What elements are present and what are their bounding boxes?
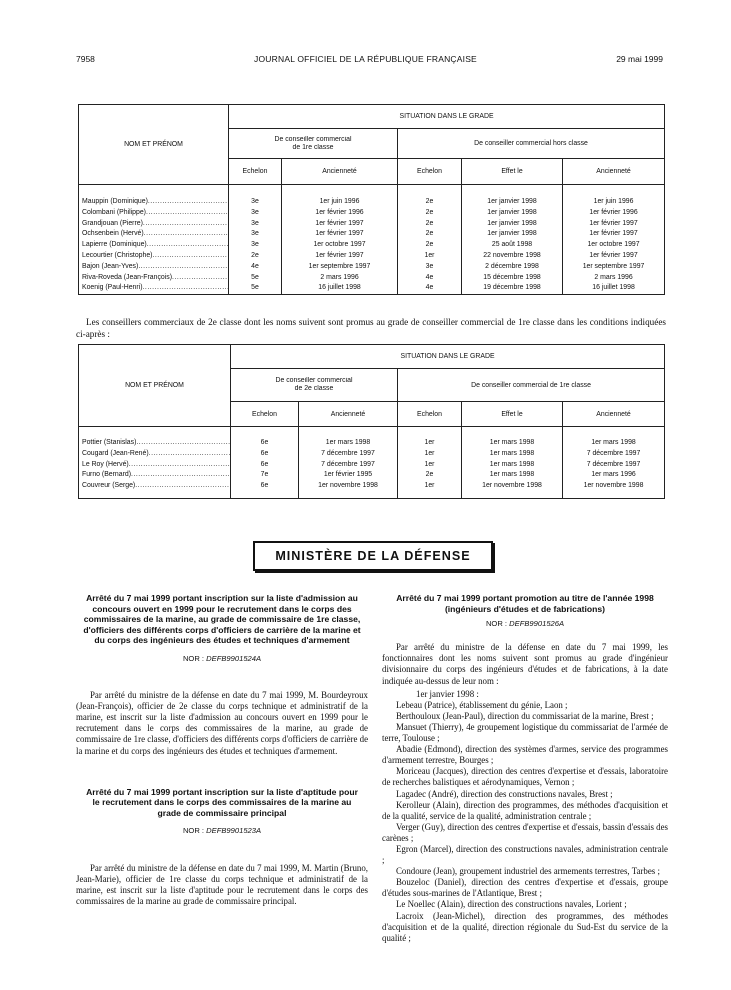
anciennete-a-column — [282, 185, 398, 295]
nor-code: DEFB9901523A — [206, 826, 262, 836]
cell-value: 22 novembre 1998 — [483, 251, 541, 259]
cell-value: 4e — [251, 262, 259, 270]
col-header-situation: SITUATION DANS LE GRADE — [229, 105, 665, 129]
table-row: Le Roy (Hervé) ..... — [82, 460, 230, 471]
cell-value: 1er février 1995 — [323, 471, 373, 479]
cell-value: 2e — [251, 251, 259, 259]
anciennete-a-column — [299, 427, 398, 499]
col-header-name: NOM ET PRÉNOM — [79, 345, 231, 427]
group-header-a-line2: de 2e classe — [294, 385, 334, 392]
table-row: Mauppin (Dominique) ..... — [82, 197, 228, 208]
cell-value: 1er mars 1998 — [489, 471, 535, 479]
cell-value: 5e — [251, 284, 259, 292]
sub-header-echelon-b: Echelon — [398, 402, 462, 427]
cell-value: 1er novembre 1998 — [318, 482, 378, 490]
cell-value: 1er juin 1996 — [593, 198, 634, 205]
table-row: Lecourtier (Christophe) ..... — [82, 251, 228, 262]
group-header-a-line1: De conseiller commercial — [274, 135, 352, 143]
echelon-b-column — [398, 427, 462, 499]
sub-header-echelon-b: Echelon — [398, 159, 462, 185]
list-item: Moriceau (Jacques), direction des centres d'expertise et d'essais, laboratoire de recherches balistiques et aérodynamiques, Vernon ; — [382, 766, 668, 788]
group-header-a — [229, 129, 398, 159]
echelon-a-column — [231, 427, 299, 499]
cell-value: 7 décembre 1997 — [321, 449, 375, 457]
sub-header-effet-b: Effet le — [462, 402, 563, 427]
list-item: Egron (Marcel), direction des constructions navales, administration centrale ; — [382, 843, 668, 866]
cell-value: 2e — [425, 208, 434, 216]
cell-value: 3e — [251, 219, 259, 227]
echelon-b-column — [398, 185, 462, 295]
cell-value: 1er septembre 1997 — [582, 262, 645, 270]
table-row: Cougard (Jean-René) ..... — [82, 449, 230, 460]
sub-header-effet-b: Effet le — [462, 159, 563, 185]
cell-value: 1er — [424, 482, 435, 490]
cell-value: 6e — [260, 439, 269, 446]
cell-value: 2e — [425, 471, 434, 479]
table-row: Lapierre (Dominique) ..... — [82, 240, 228, 251]
col-header-situation: SITUATION DANS LE GRADE — [231, 345, 665, 369]
list-item: Bouzeloc (Daniel), direction des centres d'expertise et d'essais, groupe d'études sous-marines de l'Atlantique, Brest ; — [382, 877, 668, 899]
echelon-a-column — [229, 185, 282, 295]
cell-value: 1er février 1997 — [315, 219, 364, 227]
cell-value: 1er — [424, 449, 435, 457]
table-row: Furno (Bernard) ..... — [82, 470, 230, 481]
table-row: Bajon (Jean-Yves) ..... — [82, 262, 228, 273]
cell-value: 3e — [251, 198, 259, 205]
cell-value: 5e — [251, 273, 259, 281]
cell-value: 15 décembre 1998 — [483, 273, 541, 281]
cell-value: 1er février 1997 — [589, 230, 638, 238]
cell-value: 1er novembre 1998 — [482, 482, 542, 490]
page-number: 7958 — [76, 54, 95, 64]
sub-header-anciennete-b: Ancienneté — [563, 159, 665, 185]
table-row: Pottier (Stanislas) ..... — [82, 438, 230, 449]
cell-value: 1er janvier 1998 — [487, 208, 537, 216]
sub-header-echelon-a: Echelon — [231, 402, 299, 427]
group-header-a-line2: de 1re classe — [292, 143, 334, 151]
cell-value: 1er — [424, 460, 435, 468]
cell-value: 3e — [251, 241, 259, 249]
list-item: Lebeau (Patrice), établissement du génie, Laon ; — [396, 699, 568, 710]
cell-value: 1er mars 1996 — [591, 471, 636, 479]
cell-value: 4e — [425, 273, 434, 281]
nor-reference — [76, 825, 368, 836]
list-item: Lacroix (Jean-Michel), direction des programmes, des méthodes d'acquisition et de la qualité, direction régionale du Sud-Est du service de la qualité ; — [382, 910, 668, 943]
list-item: Condoure (Jean), groupement industriel des armements terrestres, Tarbes ; — [396, 866, 660, 877]
cell-value: 2e — [425, 230, 434, 238]
cell-value: 7 décembre 1997 — [586, 460, 641, 468]
effet-b-column — [462, 427, 563, 499]
cell-value: 1er février 1997 — [589, 251, 638, 259]
table-row: Colombani (Philippe) ..... — [82, 208, 228, 219]
intro-paragraph: Les conseillers commerciaux de 2e classe dont les noms suivent sont promus au grade de conseiller commercial de 1re classe dans les conditions indiquées ci-après : — [76, 317, 666, 339]
nor-label: NOR : — [485, 619, 508, 629]
list-item: Mansuet (Thierry), 4e groupement logistique du commissariat de l'armée de terre, Toulouse ; — [382, 721, 668, 744]
issue-date: 29 mai 1999 — [616, 54, 663, 64]
effet-b-column — [462, 185, 563, 295]
anciennete-b-column — [563, 427, 665, 499]
cell-value: 16 juillet 1998 — [592, 284, 635, 292]
list-item: Lagadec (André), direction des constructions navales, Brest ; — [396, 788, 613, 799]
cell-value: 1er novembre 1998 — [583, 482, 644, 490]
names-cell — [79, 185, 229, 295]
names-cell — [79, 427, 231, 499]
right-column — [382, 593, 668, 944]
cell-value: 2 décembre 1998 — [485, 262, 539, 270]
cell-value: 1er janvier 1998 — [487, 219, 537, 227]
group-header-a-line1: De conseiller commercial — [275, 377, 353, 384]
group-header-b: De conseiller commercial hors classe — [398, 129, 665, 159]
cell-value: 1er octobre 1997 — [587, 241, 640, 249]
table-row: Ochsenbein (Hervé) ..... — [82, 229, 228, 240]
article-intro: Par arrêté du ministre de la défense en date du 7 mai 1999, les fonctionnaires dont les noms suivent sont promus au grade d'ingénieur divisionnaire du corps des ingénieurs d'études et de fabrications, à la date indiquée au-dessus de leur nom : — [382, 642, 668, 686]
cell-value: 1er juin 1996 — [319, 198, 360, 205]
list-item: Le Noellec (Alain), direction des constructions navales, Lorient ; — [396, 899, 627, 910]
cell-value: 25 août 1998 — [491, 241, 533, 249]
cell-value: 1er janvier 1998 — [487, 230, 537, 238]
ministry-heading — [253, 541, 493, 571]
article-title: Arrêté du 7 mai 1999 portant inscription sur la liste d'aptitude pour le recrutement dans le corps des commissaires de la marine au grade de commissaire principal — [86, 786, 358, 818]
cell-value: 1er octobre 1997 — [313, 241, 366, 249]
cell-value: 1er février 1997 — [589, 219, 638, 227]
cell-value: 3e — [251, 208, 259, 216]
cell-value: 1er février 1996 — [315, 208, 364, 216]
anciennete-b-column — [563, 185, 665, 295]
article-title: Arrêté du 7 mai 1999 portant promotion au titre de l'année 1998 (ingénieurs d'études et de fabrications) — [396, 593, 654, 614]
list-item: Verger (Guy), direction des centres d'expertise et d'essais, bassin d'essais des carènes ; — [382, 821, 668, 843]
article-title: Arrêté du 7 mai 1999 portant inscription sur la liste d'admission au concours ouvert en 1999 pour le recrutement dans le corps des commissaires de la marine, au grade de commissaire de 1re classe, d'officiers des différents corps d'officiers de carrière de la marine et du corps des ingénieurs des études et techniques d'armement — [83, 593, 361, 646]
cell-value: 1er mars 1998 — [489, 449, 535, 457]
cell-value: 6e — [260, 482, 269, 490]
cell-value: 1er — [424, 251, 435, 259]
cell-value: 6e — [260, 460, 269, 468]
group-header-a — [231, 369, 398, 402]
cell-value: 2 mars 1996 — [594, 273, 633, 281]
promotion-table-premiere-classe — [78, 344, 665, 499]
ministry-heading-text: MINISTÈRE DE LA DÉFENSE — [275, 549, 471, 563]
promotion-table-hors-classe — [78, 104, 665, 295]
sub-header-anciennete-a: Ancienneté — [299, 402, 398, 427]
cell-value: 1er février 1997 — [315, 230, 364, 238]
cell-value: 7 décembre 1997 — [586, 449, 641, 457]
nor-label: NOR : — [182, 653, 205, 663]
cell-value: 1er février 1996 — [589, 208, 638, 216]
nor-reference — [76, 653, 368, 664]
table-row: Grandjouan (Pierre) ..... — [82, 219, 228, 230]
cell-value: 3e — [251, 230, 259, 238]
cell-value: 1er février 1997 — [315, 251, 364, 259]
list-item: Abadie (Edmond), direction des systèmes d'armes, service des programmes d'armement terrestre, Bourges ; — [382, 744, 668, 766]
cell-value: 1er mars 1998 — [325, 439, 371, 446]
list-item: Berthouloux (Jean-Paul), direction du commissariat de la marine, Brest ; — [396, 710, 654, 721]
cell-value: 1er mars 1998 — [489, 460, 535, 468]
article-body: Par arrêté du ministre de la défense en date du 7 mai 1999, M. Bourdeyroux (Jean-François), officier de 2e classe du corps technique et administratif de la marine, est inscrit sur la liste d'admission au concours ouvert en 1999 pour le recrutement dans le corps des commissaires de la marine, au grade de commissaire de 1re classe, d'officiers des différents corps d'officiers de carrière de la marine et du corps des ingénieurs des études et techniques d'armement. — [76, 690, 369, 756]
sub-header-anciennete-b: Ancienneté — [563, 402, 665, 427]
cell-value: 16 juillet 1998 — [318, 284, 361, 292]
nor-label: NOR : — [182, 826, 205, 836]
article-body: Par arrêté du ministre de la défense en date du 7 mai 1999, M. Martin (Bruno, Jean-Marie), officier de 1re classe du corps technique et administratif de la marine, est inscrit sur la liste d'aptitude pour le recrutement dans le corps des commissaires de la marine au grade de commissaire principal. — [76, 862, 368, 906]
cell-value: 1er mars 1998 — [489, 439, 535, 446]
cell-value: 6e — [260, 449, 269, 457]
cell-value: 1er mars 1998 — [591, 439, 636, 446]
left-column — [76, 593, 368, 907]
cell-value: 7 décembre 1997 — [321, 460, 375, 468]
cell-value: 2 mars 1996 — [320, 273, 359, 281]
table-row: Riva-Roveda (Jean-François) ..... — [82, 273, 228, 284]
table-row: Koenig (Paul-Henri) ..... — [82, 283, 228, 294]
nor-code: DEFB9901524A — [206, 653, 262, 663]
nor-code: DEFB9901526A — [509, 619, 565, 629]
cell-value: 1er — [424, 439, 435, 446]
list-item: Kerolleur (Alain), direction des programmes, des méthodes d'acquisition et de la qualité, service de la qualité, administration centrale ; — [382, 799, 668, 821]
group-header-b: De conseiller commercial de 1re classe — [398, 369, 665, 402]
promotion-date: 1er janvier 1998 : — [416, 688, 479, 699]
cell-value: 2e — [425, 198, 434, 205]
cell-value: 1er janvier 1998 — [487, 198, 537, 205]
cell-value: 4e — [425, 284, 434, 292]
cell-value: 7e — [260, 471, 269, 479]
journal-title: JOURNAL OFFICIEL DE LA RÉPUBLIQUE FRANÇAISE — [254, 54, 477, 64]
cell-value: 2e — [425, 219, 434, 227]
nor-reference — [382, 618, 668, 629]
col-header-name: NOM ET PRÉNOM — [79, 105, 229, 185]
cell-value: 1er septembre 1997 — [308, 262, 371, 270]
cell-value: 3e — [425, 262, 434, 270]
cell-value: 19 décembre 1998 — [483, 284, 541, 292]
sub-header-anciennete-a: Ancienneté — [282, 159, 398, 185]
table-row: Couvreur (Serge) ..... — [82, 481, 230, 492]
sub-header-echelon-a: Echelon — [229, 159, 282, 185]
cell-value: 2e — [425, 241, 434, 249]
